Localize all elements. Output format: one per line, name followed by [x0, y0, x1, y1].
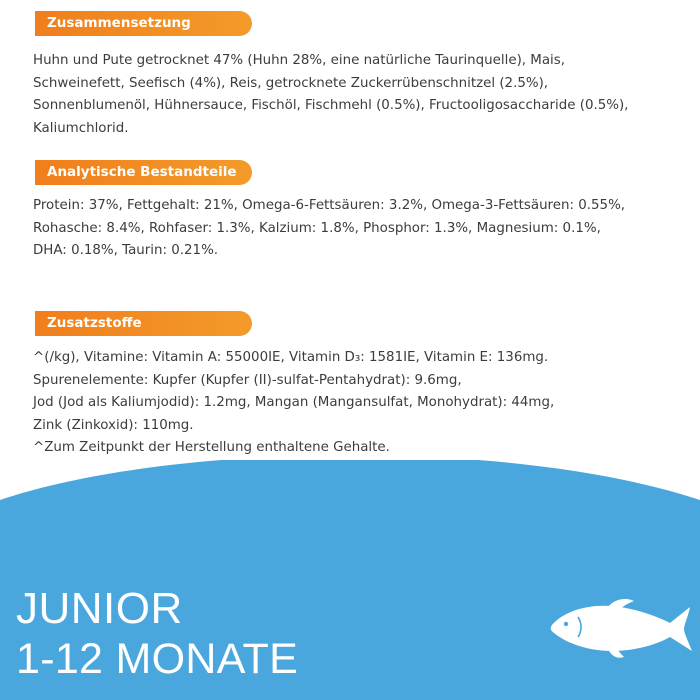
section-text-zusammensetzung	[33, 50, 673, 140]
section-text-zusatzstoffe	[33, 347, 673, 460]
text-line: Schweinefett, Seefisch (4%), Reis, getrocknete Zuckerrübenschnitzel (2.5%),	[33, 75, 549, 91]
text-line: Spurenelemente: Kupfer (Kupfer (II)-sulfat-Pentahydrat): 9.6mg,	[33, 372, 462, 388]
text-line: Rohasche: 8.4%, Rohfaser: 1.3%, Kalzium: 1.8%, Phosphor: 1.3%, Magnesium: 0.1%,	[33, 220, 601, 236]
section-heading-zusammensetzung: Zusammensetzung	[35, 11, 252, 36]
text-line: Zink (Zinkoxid): 110mg.	[33, 417, 194, 433]
text-line: Kaliumchlorid.	[33, 120, 129, 136]
text-line: ^(/kg), Vitamine: Vitamin A: 55000IE, Vitamin D₃: 1581IE, Vitamin E: 136mg.	[33, 350, 549, 365]
section-heading-zusatzstoffe: Zusatzstoffe	[35, 311, 252, 336]
text-line: ^Zum Zeitpunkt der Herstellung enthaltene Gehalte.	[33, 440, 390, 455]
fish-icon	[548, 595, 696, 663]
section-heading-analytische-bestandteile: Analytische Bestandteile	[35, 160, 252, 185]
banner-subtitle: 1-12 MONATE	[16, 635, 299, 683]
banner-title: JUNIOR	[16, 584, 183, 633]
text-line: Protein: 37%, Fettgehalt: 21%, Omega-6-Fettsäuren: 3.2%, Omega-3-Fettsäuren: 0.55%,	[33, 198, 626, 213]
section-text-analytische-bestandteile	[33, 195, 673, 263]
text-line: Huhn und Pute getrocknet 47% (Huhn 28%, eine natürliche Taurinquelle), Mais,	[33, 53, 566, 68]
text-line: DHA: 0.18%, Taurin: 0.21%.	[33, 243, 219, 258]
text-line: Sonnenblumenöl, Hühnersauce, Fischöl, Fischmehl (0.5%), Fructooligosaccharide (0.5%),	[33, 98, 629, 113]
text-line: Jod (Jod als Kaliumjodid): 1.2mg, Mangan (Mangansulfat, Monohydrat): 44mg,	[33, 395, 555, 410]
